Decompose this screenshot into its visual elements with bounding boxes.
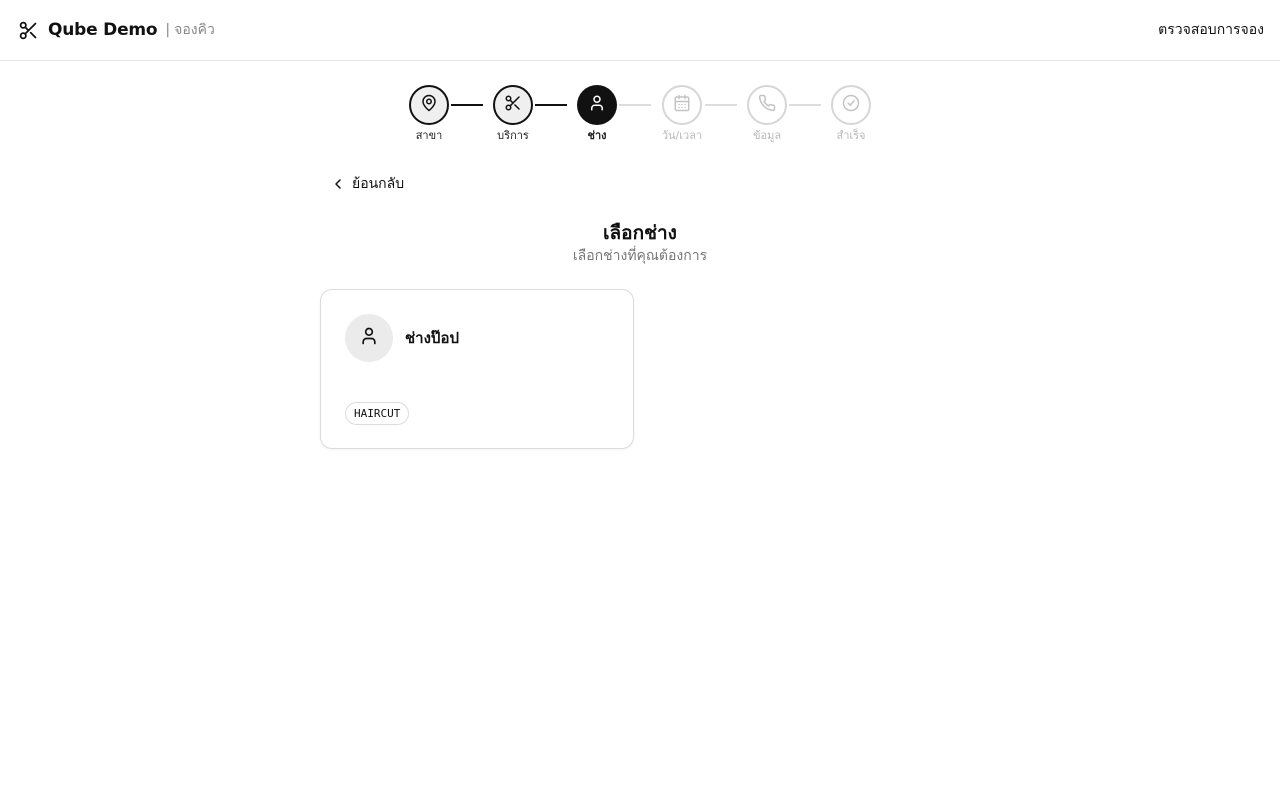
brand-name: Qube Demo	[48, 20, 158, 40]
step-circle	[747, 85, 787, 125]
step-label: ช่าง	[587, 129, 607, 142]
chevron-left-icon	[330, 176, 346, 192]
step-barber	[552, 85, 642, 143]
step-service[interactable]	[468, 85, 558, 143]
user-icon	[588, 94, 606, 116]
booking-stepper	[0, 85, 1280, 155]
scissors-icon	[504, 94, 522, 116]
step-circle	[409, 85, 449, 125]
step-info	[722, 85, 812, 143]
step-branch[interactable]	[384, 85, 474, 143]
page-title: เลือกช่าง	[603, 222, 677, 244]
step-label: วัน/เวลา	[661, 129, 703, 142]
check-booking-link[interactable]: ตรวจสอบการจอง	[1158, 22, 1264, 38]
back-label: ย้อนกลับ	[352, 176, 405, 192]
barber-card[interactable]	[320, 289, 634, 449]
step-circle	[662, 85, 702, 125]
calendar-icon	[673, 94, 691, 116]
brand-separator: |	[165, 22, 171, 38]
phone-icon	[758, 94, 776, 116]
back-button[interactable]	[330, 174, 404, 194]
user-icon	[359, 326, 379, 350]
step-label: ข้อมูล	[752, 129, 782, 142]
step-circle	[493, 85, 533, 125]
barber-name: ช่างป๊อป	[405, 329, 459, 347]
service-tag: HAIRCUT	[345, 402, 409, 425]
top-header	[0, 0, 1280, 61]
step-success	[806, 85, 896, 143]
brand[interactable]	[18, 18, 215, 42]
avatar	[345, 314, 393, 362]
step-label: สำเร็จ	[836, 129, 866, 142]
step-datetime	[637, 85, 727, 143]
step-label: บริการ	[497, 129, 529, 142]
map-pin-icon	[420, 94, 438, 116]
page-subtitle: เลือกช่างที่คุณต้องการ	[572, 248, 708, 264]
check-circle-icon	[842, 94, 860, 116]
step-label: สาขา	[415, 129, 443, 142]
brand-subtitle: จองคิว	[174, 22, 215, 38]
step-circle	[577, 85, 617, 125]
scissors-logo-icon	[18, 20, 39, 41]
step-circle	[831, 85, 871, 125]
